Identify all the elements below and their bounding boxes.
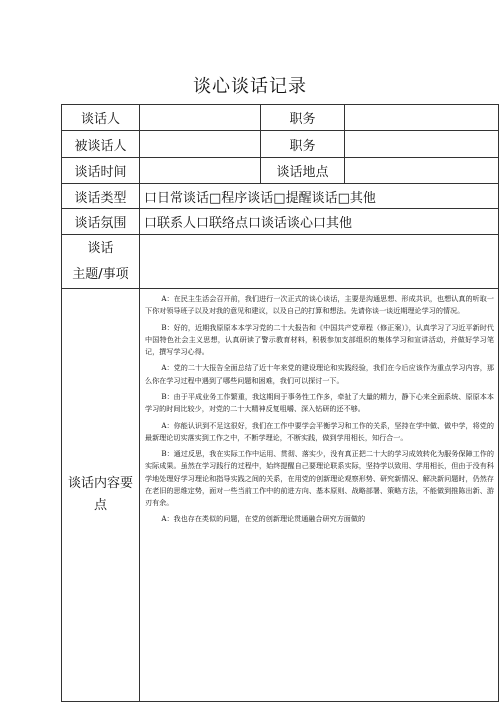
- row-topic: [62, 235, 499, 289]
- page-title: 谈心谈话记录: [193, 76, 307, 97]
- row-talker: [62, 105, 499, 131]
- row-content: [62, 289, 499, 702]
- talkee-label: 被谈话人: [62, 131, 140, 158]
- content-paragraph: A：你能认识到不足这很好，我们在工作中要学会平衡学习和工作的关系，坚持在学中做、做中学，将党的最新理论切实落实到工作之中，不断学理论，不断实践，做到学用相长，知行合一。: [145, 420, 494, 442]
- content-paragraph: A：在民主生活会召开前，我们进行一次正式的谈心谈话，主要是沟通思想、形成共识，也想认真的听取一下你对领导班子以及对我的意见和建议，以及自己的打算和想法。先请你谈一谈近期理论学习的情况。: [145, 294, 494, 316]
- content-paragraph: B：由于平成业务工作繁重，我这期间于事务性工作多，牵扯了大量的精力，静下心来全面系统、原原本本学习的时间比较少，对党的二十大精神反复咀嚼、深入钻研的还不够。: [145, 391, 494, 414]
- type-options[interactable]: 口日常谈话□程序谈话□提醒谈话□其他: [140, 184, 499, 209]
- record-form: [61, 104, 499, 702]
- topic-label: [62, 235, 140, 289]
- row-atmosphere: [62, 209, 499, 235]
- topic-label-line2: 主题/事项: [72, 266, 129, 282]
- talkee-position-label: 职务: [261, 131, 345, 158]
- content-paragraph: B：好的，近期我原原本本学习党的二十大报告和《中国共产党章程（修正案）》，认真学习了习近平新时代中国特色社会主义思想，认真研读了警示教育材料，积极参加支部组织的集体学习和宣讲活动，并做好学习笔记，撰写学习心得。: [145, 322, 494, 356]
- talkee-field[interactable]: [140, 131, 261, 158]
- place-field[interactable]: [345, 158, 499, 184]
- atmosphere-options[interactable]: 口联系人口联络点口谈话谈心口其他: [140, 209, 499, 235]
- atmosphere-label: 谈话氛围: [62, 209, 140, 235]
- content-field[interactable]: [140, 289, 499, 702]
- row-time: [62, 158, 499, 184]
- position-label: 职务: [261, 105, 345, 131]
- place-label: 谈话地点: [261, 158, 345, 184]
- content-paragraph: B：通过反思，我在实际工作中运用、贯彻、落实少，没有真正把二十大的学习成效转化为服务保障工作的实际成果。虽然在学习践行的过程中，始终提醒自己要理论联系实际，坚持学以致用、学用相长，但由于没有科学地处理好学习理论和指导实践之间的关系，在用党的创新理论观察形势、研究新情况、解决新问题时，仍然存在老旧的思维定势，面对一些当前工作中的前进方向、基本原则、战略部署、策略方法，不能做到推陈出新、游刃有余。: [145, 449, 494, 507]
- content-paragraph: A：我也存在类似的问题，在党的创新理论贯通融合研究方面做的: [161, 514, 366, 524]
- talker-label: 谈话人: [62, 105, 140, 131]
- topic-field[interactable]: [140, 235, 499, 289]
- time-label: 谈话时间: [62, 158, 140, 184]
- position-field[interactable]: [345, 105, 499, 131]
- topic-label-line1: 谈话: [87, 240, 114, 256]
- talkee-position-field[interactable]: [345, 131, 499, 158]
- content-paragraph: A：党的二十大报告全面总结了近十年来党的建设理论和实践经验，我们在今后应该作为重点学习内容，那么你在学习过程中遇到了哪些问题和困难，我们可以探讨一下。: [145, 363, 494, 385]
- row-type: [62, 184, 499, 209]
- row-talkee: [62, 131, 499, 158]
- type-label: 谈话类型: [62, 184, 140, 209]
- content-label: 谈话内容要点: [62, 289, 140, 702]
- time-field[interactable]: [140, 158, 261, 184]
- talker-field[interactable]: [140, 105, 261, 131]
